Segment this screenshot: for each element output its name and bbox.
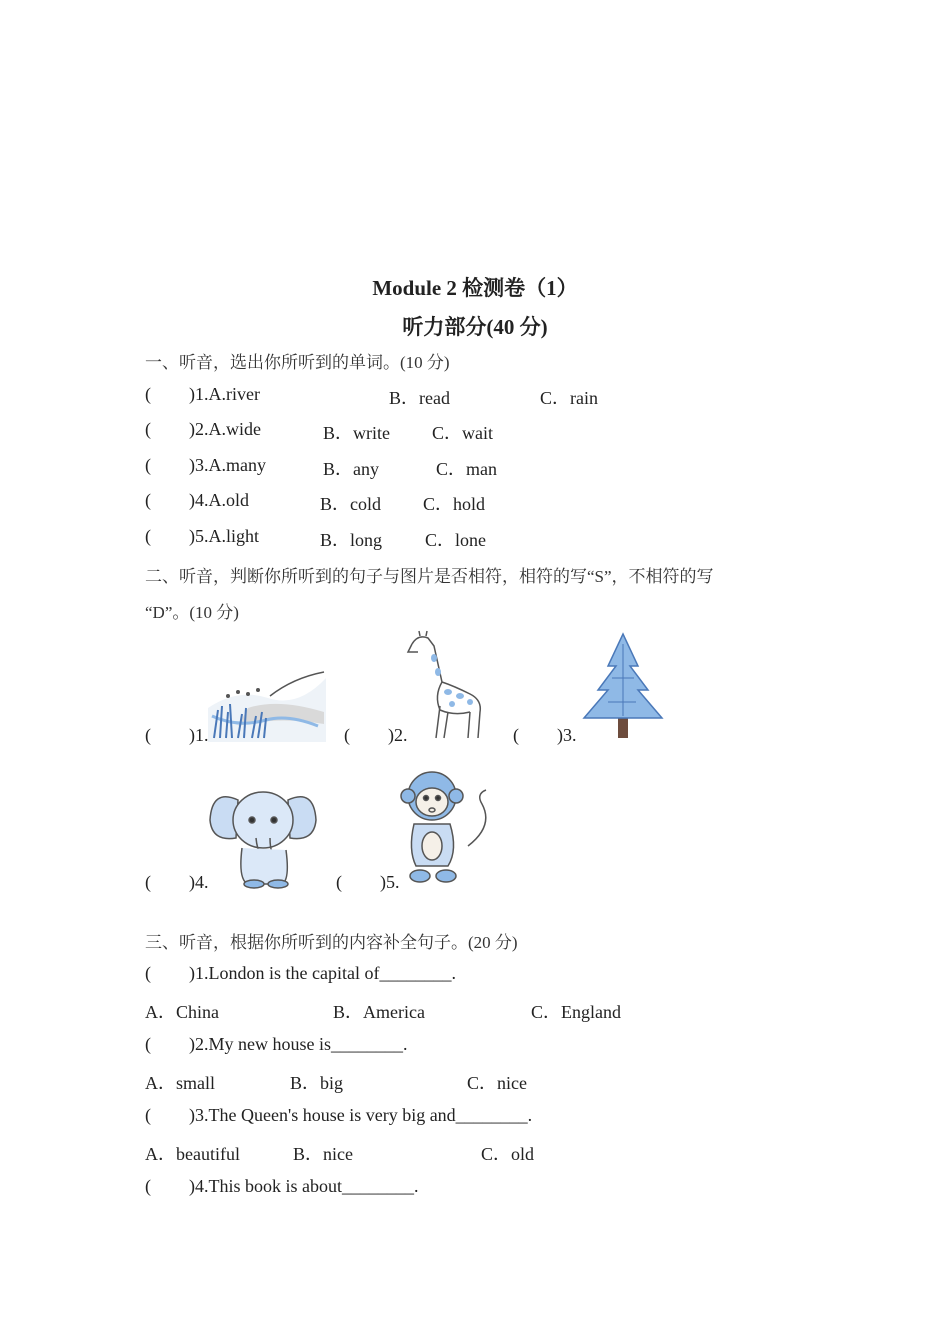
s2-item-3: ( )3. xyxy=(513,725,577,745)
section-2-heading: 二、听音，判断你所听到的句子与图片是否相符，相符的写“S”，不相符的写 xyxy=(145,567,714,586)
s2-item-1: ( )1. xyxy=(145,725,209,745)
answer-blank[interactable]: ( xyxy=(145,725,151,745)
giraffe-icon xyxy=(404,630,490,742)
elephant-icon xyxy=(208,784,318,890)
answer-blank[interactable]: ( xyxy=(145,455,151,475)
page-title: Module 2 检测卷（1） xyxy=(372,276,578,300)
s1-item-5: ( )5.A.light xyxy=(145,526,259,546)
s1-item-4-option-b: B．cold xyxy=(320,494,381,514)
answer-blank[interactable]: ( xyxy=(145,419,151,439)
page-subtitle: 听力部分(40 分) xyxy=(402,315,548,339)
answer-blank[interactable]: ( xyxy=(145,526,151,546)
s1-item-3-option-b: B．any xyxy=(323,459,379,479)
s1-item-2: ( )2.A.wide xyxy=(145,419,261,439)
s2-item-5: ( )5. xyxy=(336,872,400,892)
answer-blank[interactable]: ( xyxy=(336,872,342,892)
answer-blank[interactable]: ( xyxy=(145,384,151,404)
answer-blank[interactable]: ( xyxy=(145,490,151,510)
s1-item-4-option-c: C．hold xyxy=(423,494,486,514)
answer-blank[interactable]: ( xyxy=(145,1034,151,1054)
s3-q1-option-b: B．America xyxy=(333,1002,425,1022)
river-icon xyxy=(208,668,326,742)
s3-q2-option-b: B．big xyxy=(290,1073,344,1093)
answer-blank[interactable]: ( xyxy=(513,725,519,745)
s1-item-1-option-c: C．rain xyxy=(540,388,598,408)
s3-q3-option-a: A．beautiful xyxy=(145,1144,240,1164)
s3-q2-option-c: C．nice xyxy=(467,1073,527,1093)
s3-q3-option-c: C．old xyxy=(481,1144,535,1164)
answer-blank[interactable]: ( xyxy=(145,963,151,983)
section-1-heading: 一、听音，选出你所听到的单词。(10 分) xyxy=(145,353,450,372)
s3-q3-option-b: B．nice xyxy=(293,1144,353,1164)
s1-item-2-option-b: B．write xyxy=(323,423,390,443)
s2-item-4: ( )4. xyxy=(145,872,209,892)
s1-item-3: ( )3.A.many xyxy=(145,455,266,475)
monkey-icon xyxy=(398,766,494,888)
s3-question-3: ( )3.The Queen's house is very big and________. xyxy=(145,1105,533,1125)
s3-q1-option-c: C．England xyxy=(531,1002,621,1022)
tree-icon xyxy=(578,632,668,742)
s1-item-2-option-c: C．wait xyxy=(432,423,493,443)
s2-item-2: ( )2. xyxy=(344,725,408,745)
s3-q1-option-a: A．China xyxy=(145,1002,219,1022)
s1-item-1: ( )1.A.river xyxy=(145,384,260,404)
answer-blank[interactable]: ( xyxy=(344,725,350,745)
s3-q2-option-a: A．small xyxy=(145,1073,215,1093)
s1-item-5-option-c: C．lone xyxy=(425,530,486,550)
s3-question-2: ( )2.My new house is________. xyxy=(145,1034,408,1054)
answer-blank[interactable]: ( xyxy=(145,872,151,892)
s1-item-1-option-b: B．read xyxy=(389,388,450,408)
answer-blank[interactable]: ( xyxy=(145,1176,151,1196)
answer-blank[interactable]: ( xyxy=(145,1105,151,1125)
s1-item-3-option-c: C．man xyxy=(436,459,497,479)
s3-question-4: ( )4.This book is about________. xyxy=(145,1176,419,1196)
s3-question-1: ( )1.London is the capital of________. xyxy=(145,963,456,983)
section-2-heading-cont: “D”。(10 分) xyxy=(145,603,239,622)
section-3-heading: 三、听音，根据你所听到的内容补全句子。(20 分) xyxy=(145,933,518,952)
s1-item-5-option-b: B．long xyxy=(320,530,383,550)
s1-item-4: ( )4.A.old xyxy=(145,490,249,510)
